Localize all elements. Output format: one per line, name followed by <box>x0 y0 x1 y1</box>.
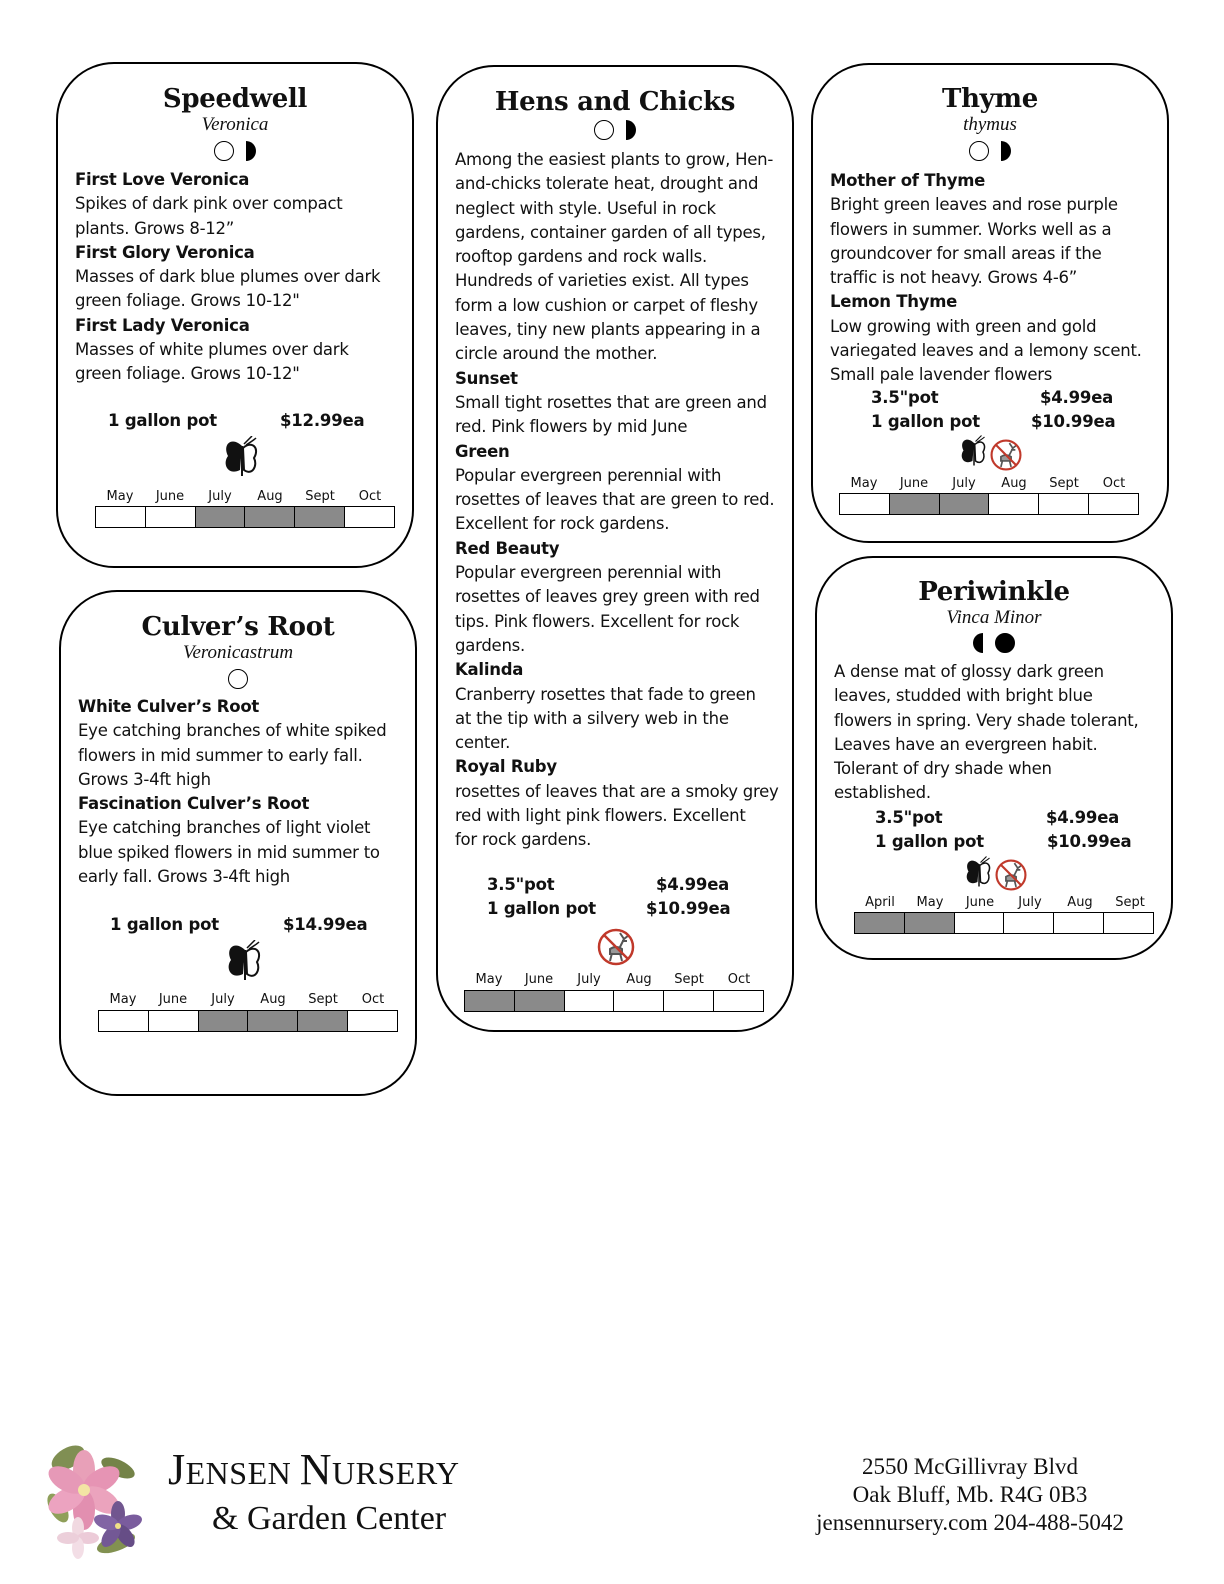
description-line: Popular evergreen perennial with <box>455 563 722 583</box>
bloom-cell-active <box>465 991 515 1011</box>
bloom-cell-active <box>905 913 955 933</box>
brand-letters: URSERY <box>332 1455 460 1491</box>
month-label: Sept <box>1115 895 1145 910</box>
description-line: for rock gardens. <box>455 830 592 850</box>
description-line: red with light pink flowers. Excellent <box>455 806 746 826</box>
price: $4.99ea <box>656 875 730 894</box>
deer-resistant-icon <box>989 438 1023 472</box>
full-sun-icon <box>214 141 234 161</box>
pot-size: 1 gallon pot <box>875 832 984 851</box>
light-requirements <box>817 631 1171 655</box>
brand-letter: N <box>299 1445 333 1494</box>
bloom-chart <box>839 493 1139 515</box>
month-label: Aug <box>1001 476 1027 491</box>
bloom-cell <box>96 507 146 527</box>
month-label: June <box>899 476 929 491</box>
bloom-cell <box>1104 913 1153 933</box>
address-line-2: Oak Bluff, Mb. R4G 0B3 <box>852 1482 1088 1507</box>
description-line: Eye catching branches of light violet <box>78 818 371 838</box>
month-label: June <box>155 489 185 504</box>
description-line: Masses of white plumes over dark <box>75 340 349 360</box>
light-requirements <box>58 139 412 163</box>
description-line: plants. Grows 8-12” <box>75 218 235 238</box>
light-requirements <box>438 118 792 142</box>
bloom-chart <box>464 990 764 1012</box>
month-label: Sept <box>1049 476 1079 491</box>
description-line: Leaves have an evergreen habit. <box>834 734 1098 754</box>
description-line: Bright green leaves and rose purple <box>830 195 1118 215</box>
bloom-month-labels <box>98 992 398 1007</box>
plant-description <box>78 695 408 889</box>
full-sun-icon <box>969 141 989 161</box>
description-line: rosettes of leaves that are green to red. <box>455 490 775 510</box>
description-line: flowers in mid summer to early fall. <box>78 745 363 765</box>
description-line: traffic is not heavy. Grows 4-6” <box>830 268 1078 288</box>
bloom-cell <box>1089 494 1138 514</box>
plant-latin-name: Vinca Minor <box>946 607 1042 628</box>
bloom-month-labels <box>464 972 764 987</box>
plant-description <box>830 169 1165 388</box>
variety-name: First Glory Veronica <box>75 242 255 262</box>
pot-size: 1 gallon pot <box>487 899 596 918</box>
bloom-cell <box>664 991 714 1011</box>
bloom-cell <box>565 991 615 1011</box>
plant-title: Periwinkle <box>918 577 1070 607</box>
month-label: Oct <box>1102 476 1126 491</box>
plant-card-culvers-root <box>59 590 417 1096</box>
description-line: Grows 3-4ft high <box>78 769 211 789</box>
month-label: July <box>577 972 601 987</box>
plant-card-hens-and-chicks <box>436 65 794 1032</box>
bloom-cell <box>1054 913 1104 933</box>
butterfly-icon <box>225 940 265 984</box>
deer-resistant-icon <box>596 927 636 967</box>
plant-latin-name: Veronica <box>201 114 269 135</box>
pot-size: 3.5"pot <box>871 388 939 407</box>
variety-name: First Lady Veronica <box>75 315 250 335</box>
variety-name: Mother of Thyme <box>830 171 986 190</box>
description-line: circle around the mother. <box>455 344 658 364</box>
bloom-chart <box>854 912 1154 934</box>
variety-name: Kalinda <box>455 660 524 680</box>
month-label: Aug <box>626 972 652 987</box>
brand-letters: ENSEN <box>185 1455 300 1491</box>
price: $14.99ea <box>283 915 368 934</box>
light-requirements <box>813 139 1167 163</box>
month-label: Aug <box>1067 895 1093 910</box>
plant-card-speedwell <box>56 62 414 568</box>
description-line: Small pale lavender flowers <box>830 365 1053 385</box>
description-line: neglect with style. Useful in rock <box>455 198 716 218</box>
bloom-cell-active <box>890 494 940 514</box>
description-line: red. Pink flowers by mid June <box>455 417 688 437</box>
description-line: Masses of dark blue plumes over dark <box>75 267 381 287</box>
description-line: A dense mat of glossy dark green <box>834 662 1104 681</box>
variety-name: Green <box>455 441 510 461</box>
price: $4.99ea <box>1046 808 1120 827</box>
month-label: Sept <box>308 992 338 1007</box>
part-sun-icon <box>616 120 636 140</box>
description-line: Small tight rosettes that are green and <box>455 392 767 412</box>
month-label: Sept <box>674 972 704 987</box>
description-line: leaves, tiny new plants appearing in a <box>455 320 761 340</box>
month-label: May <box>109 992 137 1007</box>
flower-logo <box>38 1438 144 1560</box>
description-line: established. <box>834 783 931 803</box>
price: $10.99ea <box>646 899 731 918</box>
butterfly-icon <box>959 435 989 469</box>
bloom-chart <box>95 506 395 528</box>
month-label: June <box>965 895 995 910</box>
bloom-cell-active <box>199 1011 249 1031</box>
plant-card-periwinkle <box>815 556 1173 960</box>
pot-size: 1 gallon pot <box>108 411 217 430</box>
bloom-cell <box>149 1011 199 1031</box>
description-line: green foliage. Grows 10-12" <box>75 364 300 384</box>
month-label: May <box>475 972 503 987</box>
bloom-cell <box>146 507 196 527</box>
description-line: gardens. <box>455 635 526 655</box>
part-sun-icon <box>973 633 993 653</box>
variety-name: White Culver’s Root <box>78 697 260 716</box>
bloom-cell <box>989 494 1039 514</box>
light-requirements <box>61 667 415 691</box>
variety-name: Royal Ruby <box>455 757 557 777</box>
description-line: Tolerant of dry shade when <box>834 759 1052 779</box>
variety-name: Lemon Thyme <box>830 292 958 312</box>
bloom-cell <box>614 991 664 1011</box>
bloom-cell <box>955 913 1005 933</box>
variety-name: Fascination Culver’s Root <box>78 794 310 814</box>
butterfly-icon <box>222 436 262 480</box>
deer-resistant-icon <box>994 858 1028 892</box>
full-sun-icon <box>594 120 614 140</box>
month-label: May <box>850 476 878 491</box>
description-line: center. <box>455 733 511 753</box>
description-line: flowers in spring. Very shade tolerant, <box>834 710 1139 730</box>
month-label: July <box>211 992 235 1007</box>
bloom-cell-active <box>940 494 990 514</box>
bloom-cell-active <box>245 507 295 527</box>
description-line: Cranberry rosettes that fade to green <box>455 684 756 704</box>
month-label: Oct <box>358 489 382 504</box>
plant-title: Thyme <box>942 84 1038 114</box>
bloom-cell <box>99 1011 149 1031</box>
description-line: Excellent for rock gardens. <box>455 514 670 534</box>
bloom-cell-active <box>295 507 345 527</box>
bloom-cell <box>714 991 763 1011</box>
description-line: green foliage. Grows 10-12" <box>75 291 300 311</box>
pot-size: 3.5"pot <box>875 808 943 827</box>
description-line: Among the easiest plants to grow, Hen- <box>455 150 774 169</box>
description-line: at the tip with a silvery web in the <box>455 708 729 728</box>
plant-title: Hens and Chicks <box>494 87 736 117</box>
variety-name: Sunset <box>455 368 518 388</box>
month-label: April <box>865 895 895 910</box>
price: $12.99ea <box>280 411 365 430</box>
month-label: Oct <box>361 992 385 1007</box>
month-label: Aug <box>260 992 286 1007</box>
bloom-chart <box>98 1010 398 1032</box>
description-line: rooftop gardens and rock walls. <box>455 247 707 267</box>
month-label: July <box>208 489 232 504</box>
description-line: flowers in summer. Works well as a <box>830 219 1112 239</box>
plant-description <box>834 660 1169 806</box>
description-line: and-chicks tolerate heat, drought and <box>455 174 759 194</box>
bloom-cell <box>840 494 890 514</box>
month-label: June <box>158 992 188 1007</box>
plant-title: Culver’s Root <box>141 612 335 642</box>
butterfly-icon <box>964 856 994 890</box>
description-line: Low growing with green and gold <box>830 316 1097 336</box>
description-line: Eye catching branches of white spiked <box>78 721 387 741</box>
pot-size: 1 gallon pot <box>871 412 980 431</box>
brand-name <box>168 1444 460 1495</box>
part-sun-icon <box>236 141 256 161</box>
plant-description <box>75 168 405 387</box>
pot-size: 1 gallon pot <box>110 915 219 934</box>
month-label: May <box>916 895 944 910</box>
month-label: June <box>524 972 554 987</box>
bloom-month-labels <box>839 476 1139 491</box>
description-line: form a low cushion or carpet of fleshy <box>455 295 758 315</box>
month-label: Aug <box>257 489 283 504</box>
plant-latin-name: Veronicastrum <box>182 642 294 663</box>
price: $10.99ea <box>1047 832 1132 851</box>
plant-title: Speedwell <box>162 84 308 114</box>
plant-card-thyme <box>811 63 1169 543</box>
month-label: Oct <box>727 972 751 987</box>
variety-name: First Love Veronica <box>75 170 250 189</box>
description-line: leaves, studded with bright blue <box>834 686 1093 706</box>
description-line: variegated leaves and a lemony scent. <box>830 341 1142 361</box>
address-line-1: 2550 McGillivray Blvd <box>862 1454 1078 1479</box>
description-line: tips. Pink flowers. Excellent for rock <box>455 611 740 631</box>
description-line: Spikes of dark pink over compact <box>75 194 343 214</box>
description-line: early fall. Grows 3-4ft high <box>78 867 291 887</box>
bloom-month-labels <box>95 489 395 504</box>
part-sun-icon <box>991 141 1011 161</box>
brand-letter: J <box>168 1445 186 1494</box>
bloom-month-labels <box>855 895 1155 910</box>
contact-line: jensennursery.com 204-488-5042 <box>816 1510 1124 1535</box>
plant-latin-name: thymus <box>963 114 1017 135</box>
price: $4.99ea <box>1040 388 1114 407</box>
bloom-cell <box>348 1011 397 1031</box>
bloom-cell <box>1004 913 1054 933</box>
month-label: July <box>1018 895 1042 910</box>
full-sun-icon <box>228 669 248 689</box>
bloom-cell <box>1039 494 1089 514</box>
description-line: rosettes of leaves grey green with red <box>455 587 760 607</box>
bloom-cell-active <box>196 507 246 527</box>
bloom-cell <box>345 507 394 527</box>
description-line: Hundreds of varieties exist. All types <box>455 271 749 291</box>
description-line: blue spiked flowers in mid summer to <box>78 842 380 862</box>
bloom-cell-active <box>298 1011 348 1031</box>
price: $10.99ea <box>1031 412 1116 431</box>
description-line: groundcover for small areas if the <box>830 243 1102 263</box>
bloom-cell-active <box>855 913 905 933</box>
description-line: Popular evergreen perennial with <box>455 465 722 485</box>
plant-description <box>455 148 791 853</box>
description-line: rosettes of leaves that are a smoky grey <box>455 781 779 801</box>
month-label: Sept <box>305 489 335 504</box>
variety-name: Red Beauty <box>455 538 560 558</box>
bloom-cell-active <box>248 1011 298 1031</box>
brand-subtitle: & Garden Center <box>212 1500 447 1537</box>
month-label: May <box>106 489 134 504</box>
bloom-cell-active <box>515 991 565 1011</box>
month-label: July <box>952 476 976 491</box>
shade-icon <box>995 633 1015 653</box>
pot-size: 3.5"pot <box>487 875 555 894</box>
description-line: gardens, container garden of all types, <box>455 222 766 242</box>
